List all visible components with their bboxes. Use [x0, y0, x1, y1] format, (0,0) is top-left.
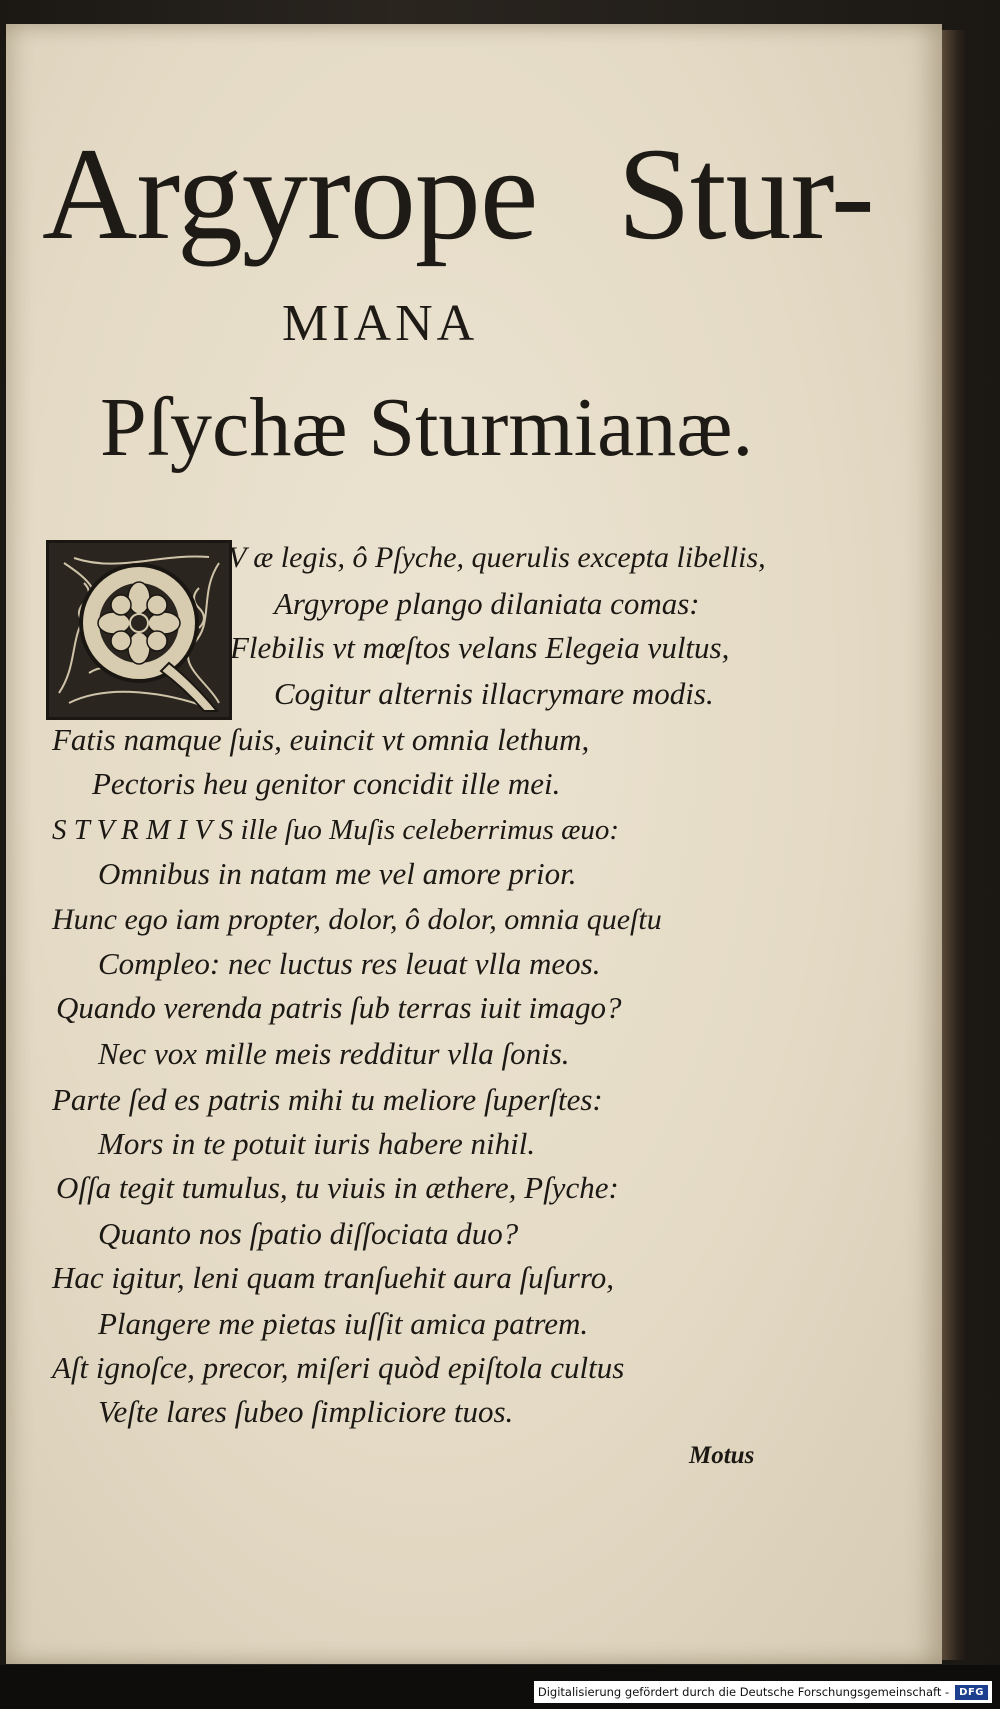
catchword: Motus — [689, 1442, 755, 1469]
verse-line-8: Omnibus in natam me vel amore prior. — [98, 856, 577, 891]
verse-line-17: Hac igitur, leni quam tranſuehit aura ſuſurro, — [52, 1260, 615, 1295]
verse-line-15: Oſſa tegit tumulus, tu viuis in æthere, Pſyche: — [56, 1170, 619, 1205]
verse-line-13: Parte ſed es patris mihi tu meliore ſuperſtes: — [52, 1082, 603, 1117]
title-line-1 — [42, 120, 874, 267]
bottom-strip — [0, 1665, 1000, 1709]
verse-line-11: Quando verenda patris ſub terras iuit imago? — [56, 990, 622, 1025]
ornament-icon — [49, 543, 229, 717]
caption-text: Digitalisierung gefördert durch die Deutsche Forschungsgemeinschaft - — [537, 1685, 950, 1699]
verse-line-3: Flebilis vt mœſtos velans Elegeia vultus, — [230, 630, 730, 665]
digitization-caption — [534, 1681, 992, 1703]
title-line-2: MIANA — [282, 295, 479, 352]
dfg-logo-icon: DFG — [955, 1685, 988, 1700]
verse-line-9: Hunc ego iam propter, dolor, ô dolor, omnia queſtu — [52, 903, 662, 936]
title-word-argyrope: Argyrope — [42, 120, 538, 267]
verse-line-18: Plangere me pietas iuſſit amica patrem. — [98, 1306, 589, 1341]
decorated-initial-q — [46, 540, 232, 720]
verse-line-1: V æ legis, ô Pſyche, querulis excepta libellis, — [228, 541, 766, 574]
verse-line-14: Mors in te potuit iuris habere nihil. — [98, 1126, 536, 1161]
title-word-stur: Stur- — [617, 120, 874, 267]
verse-line-7: S T V R M I V S ille ſuo Muſis celeberrimus æuo: — [52, 814, 620, 846]
verse-line-10: Compleo: nec luctus res leuat vlla meos. — [98, 946, 601, 981]
verse-line-20: Veſte lares ſubeo ſimpliciore tuos. — [98, 1394, 514, 1429]
verse-line-2: Argyrope plango dilaniata comas: — [274, 586, 700, 621]
verse-line-5: Fatis namque ſuis, euincit vt omnia lethum, — [52, 722, 590, 757]
verse-line-12: Nec vox mille meis redditur vlla ſonis. — [98, 1036, 570, 1071]
verse-line-4: Cogitur alternis illacrymare modis. — [274, 676, 714, 711]
verse-line-16: Quanto nos ſpatio diſſociata duo? — [98, 1216, 519, 1251]
book-page — [6, 24, 942, 1664]
page-edge — [942, 30, 968, 1660]
title-line-3: Pſychæ Sturmianæ. — [100, 381, 754, 474]
verse-line-19: Aſt ignoſce, precor, miſeri quòd epiſtola cultus — [52, 1350, 625, 1385]
verse-line-6: Pectoris heu genitor concidit ille mei. — [92, 766, 561, 801]
